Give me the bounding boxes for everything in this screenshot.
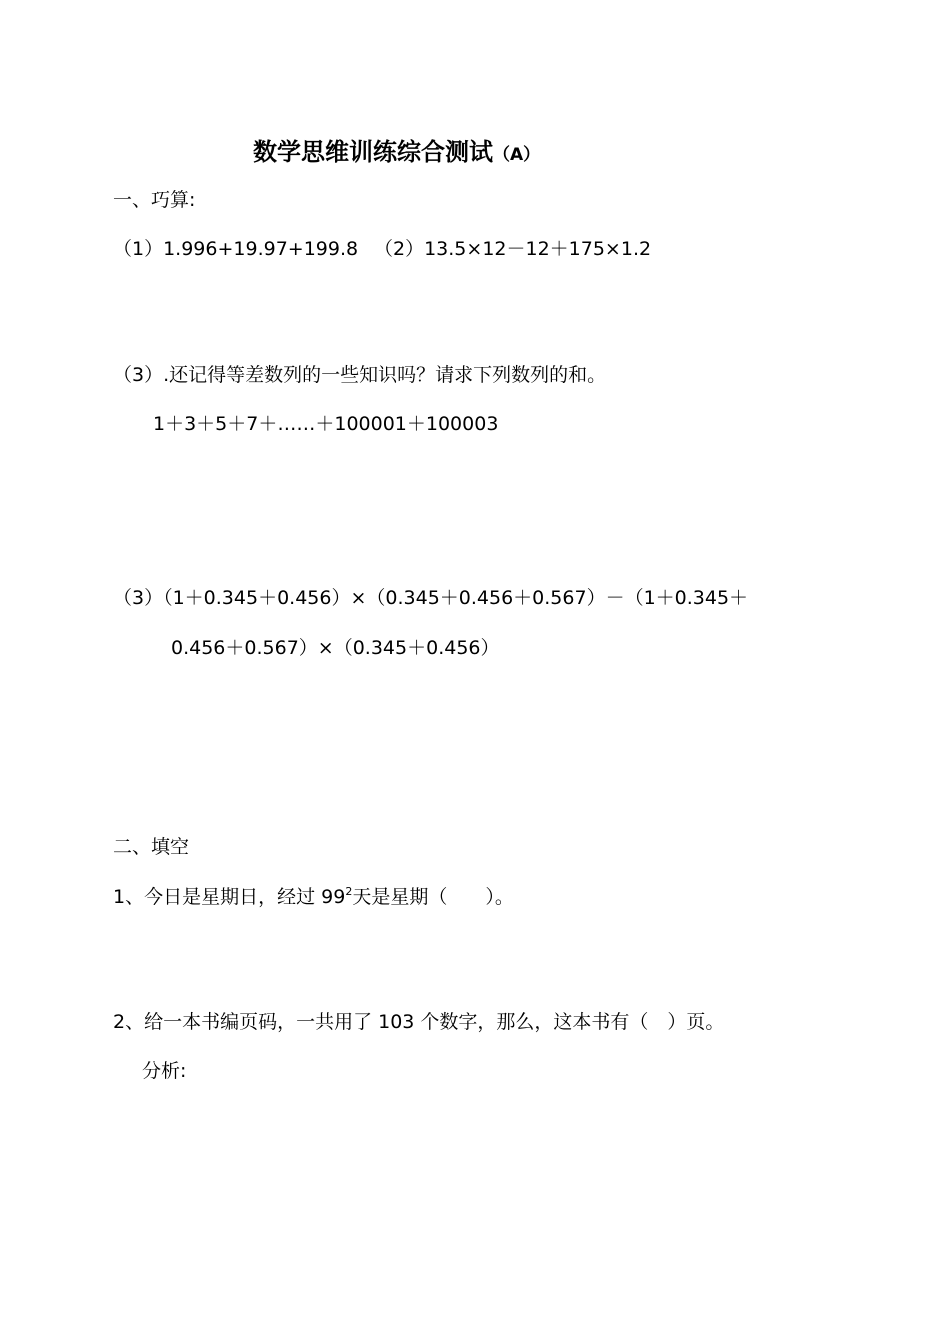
question-3-expression: 1＋3＋5＋7＋……＋100001＋100003 [153, 413, 499, 435]
analysis-label: 分析: [142, 1060, 187, 1082]
section2-heading: 二、填空 [113, 836, 190, 858]
question-4-line-2: 0.456＋0.567）×（0.345＋0.456） [171, 637, 500, 659]
fill-question-1 [113, 885, 514, 909]
title-main: 数学思维训练综合测试 [253, 138, 493, 166]
title-suffix: （A） [493, 145, 541, 165]
fill-question-1-rest: 天是星期（ ）。 [352, 886, 514, 908]
page-title [253, 137, 540, 170]
question-3-prompt: （3）.还记得等差数列的一些知识吗？请求下列数列的和。 [113, 364, 607, 386]
fill-question-1-text: 1、今日是星期日，经过 99 [113, 886, 346, 908]
fill-question-2: 2、给一本书编页码，一共用了 103 个数字，那么，这本书有（ ）页。 [113, 1011, 725, 1033]
question-4-line-1: （3）（1＋0.345＋0.456）×（0.345＋0.456＋0.567）－（1＋0.345＋ [113, 587, 749, 609]
section1-heading: 一、巧算: [113, 189, 196, 211]
exponent: 2 [345, 885, 353, 898]
question-2: （2）13.5×12－12＋175×1.2 [374, 238, 652, 260]
question-1: （1）1.996+19.97+199.8 [113, 238, 359, 260]
